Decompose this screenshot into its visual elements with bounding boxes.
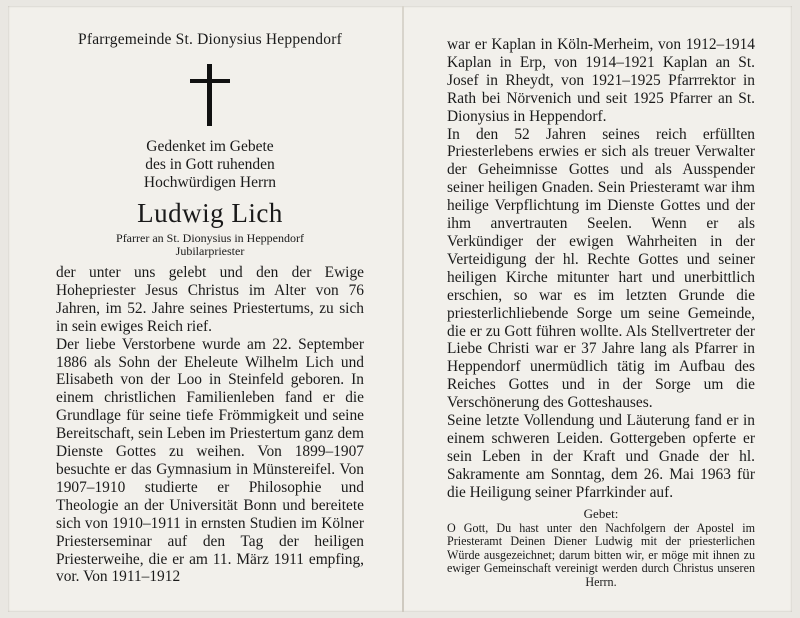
biography-left [56,264,364,586]
role-line: Pfarrer an St. Dionysius in Heppendorf [116,231,304,245]
role-subline: Jubilarpriester [175,244,245,258]
intro-text [56,138,364,192]
deceased-name: Ludwig Lich [137,198,283,228]
cross-icon [190,64,230,126]
card-fold [402,6,404,612]
parish-name: Pfarrgemeinde St. Dionysius Heppendorf [78,31,342,48]
left-page [56,30,364,586]
prayer-title: Gebet: [583,505,619,521]
biography-right [447,36,755,502]
bio-paragraph: war er Kaplan in Köln-Merheim, von 1912–1914 Kaplan in Erp, von 1914–1921 Kaplan an St. Josef in Rheydt, von 1921–1925 Pfarrrektor in Rath bei Nörvenich und seit 1925 Pfarrer an St. Dionysius in Heppendorf. [447,36,755,125]
intro-line: Gedenket im Gebete [146,138,274,155]
bio-paragraph: In den 52 Jahren seines reich erfüllten Priesterlebens erwies er sich als treuer Verwalter der Geheimnisse Gottes und als Ausspender seiner heiligen Gnaden. Sein Priesteramt war ihm heilige Verpflichtung im Dienste Gottes und der ihm anvertrauten Seelen. Wenn er als Verkündiger der ewigen Wahrheiten in der Verteidigung der hl. Rechte Gottes und seiner heiligen Kirche mitunter hart und unerbittlich erschien, so war es im letzten Grunde die priesterlichliebende Sorge um seine Gemeinde, die er zu Gott führen wollte. Als Stellvertreter der Liebe Christi war er 37 Jahre lang als Pfarrer in Heppendorf unermüdlich tätig im Aufbau des Reiches Gottes und in der Sorge um die Verschönerung des Gotteshauses. [447,125,755,412]
right-page [447,36,755,590]
intro-line: Hochwürdigen Herrn [143,174,277,191]
bio-paragraph: Der liebe Verstorbene wurde am 22. September 1886 als Sohn der Eheleute Wilhelm Lich und Elisabeth von der Loo in Steinfeld geboren. In einem christlichen Familienleben fand er die Grundlage für seine tiefe Frömmigkeit und seine Bereitschaft, sein Leben im Priestertum ganz dem Dienste Gottes zu weihen. Von 1899–1907 besuchte er das Gymnasium in Münstereifel. Von 1907–1910 studierte er Philosophie und Theologie an der Universität Bonn und bereitete sich von 1910–1911 in ernsten Studien im Kölner Priesterseminar auf den Tag der heiligen Priesterweihe, die er am 11. März 1911 empfing, vor. Von 1911–1912 [56,335,364,586]
prayer-text: O Gott, Du hast unter den Nachfolgern der Apostel im Priesteramt Deinen Diener Ludwig mit der priesterlichen Würde ausgezeichnet; darum bitten wir, er möge mit ihnen zu ewiger Gemeinschaft vereinigt werden durch Christus unseren Herrn. [447,520,755,589]
bio-paragraph: Seine letzte Vollendung und Läuterung fand er in einem schweren Leiden. Gottergeben opferte er sein Leben in der Kraft und Gnade der hl. Sakramente am Sonntag, dem 26. Mai 1963 für die Heiligung seiner Pfarrkinder auf. [447,412,755,501]
bio-paragraph: der unter uns gelebt und den der Ewige Hohepriester Jesus Christus im Alter von 76 Jahren, im 52. Jahre seines Priestertums, zu sich in sein ewiges Reich rief. [56,264,364,335]
intro-line: des in Gott ruhenden [145,156,275,173]
